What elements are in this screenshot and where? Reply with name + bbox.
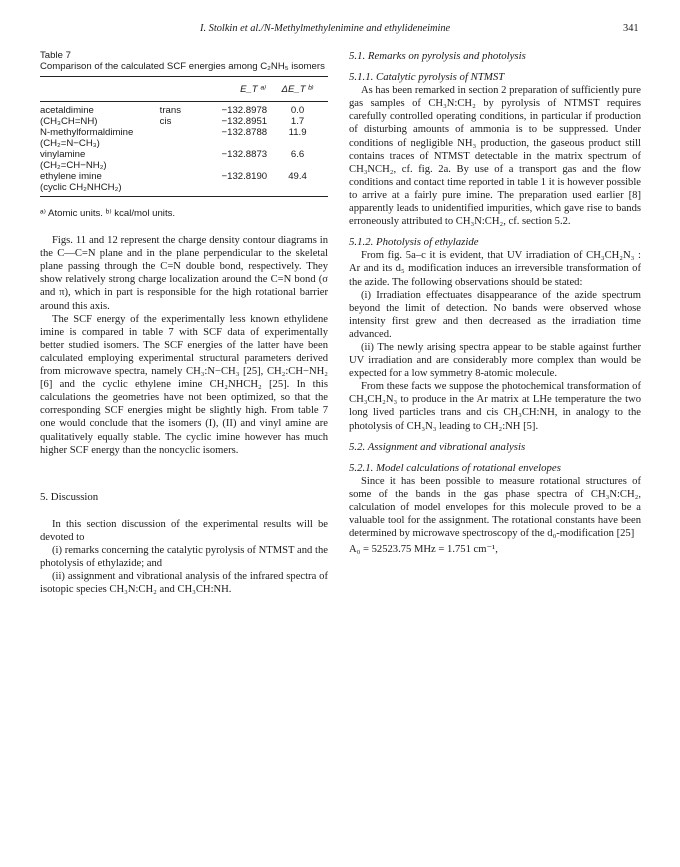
delta-energy-value: 1.7 <box>290 116 305 127</box>
table-header-row <box>40 77 328 102</box>
delta-energy-value <box>267 160 328 171</box>
table-row <box>40 127 328 138</box>
paragraph-discussion-intro: In this section discussion of the experimental results will be devoted to <box>40 518 328 543</box>
section-heading-5-2-1: 5.2.1. Model calculations of rotational envelopes <box>349 461 561 474</box>
paragraph-model-calculations: Since it has been possible to measure rotational structures of some of the bands in the gas phase spectra of CH₃N:CH₂, calculation of model envelopes for this molecule proved to be a valuable tool for the assignment. The rotational constants have been determined by microwave spectroscopy of the d₀-modification [25] <box>349 475 641 540</box>
paragraph-scf-energy: The SCF energy of the experimentally less known ethylidene imine is compared in table 7 with SCF data of experimentally better studied isomers. The SCF energies of the latter have been calculated employing experimental structural parameters derived from microwave spectra, namely CH₃:N−CH₃ [25], CH₂:CH−NH₂ [6] and the cyclic ethylene imine CH₂NHCH₂ [25]. In this calculations the geometries have not been optimized, so that the corresponding SCF energies might be slightly high. From table 7 one would conclude that the isomers (I), (II) and vinyl amine are qualitatively equally stable. The cyclic imine however has much higher SCF energy than the noncyclic isomers. <box>40 313 328 456</box>
table-footnote: ᵃ⁾ Atomic units. ᵇ⁾ kcal/mol units. <box>40 208 176 219</box>
paragraph-charge-density: Figs. 11 and 12 represent the charge density contour diagrams in the C—C=N plane and in the plane perpendicular to the skeletal plane passing through the C=N double bond, respectively. They show relatively strong charge localization around the C=N bond (σ and π), which in part is responsible for the high rotational barrier around this axis. <box>40 235 328 312</box>
left-column <box>40 50 328 596</box>
scf-energy-table <box>40 76 328 197</box>
section-heading-5-2: 5.2. Assignment and vibrational analysis <box>349 440 526 453</box>
header-blank-2 <box>160 77 194 102</box>
isomer-name: vinylamine <box>40 149 86 160</box>
energy-value: −132.8788 <box>221 127 268 138</box>
table-caption: Comparison of the calculated SCF energies among C₂NH₅ isomers <box>40 61 325 72</box>
energy-value: −132.8190 <box>221 171 268 182</box>
delta-energy-value: 11.9 <box>288 127 307 138</box>
delta-energy-value: 6.6 <box>290 149 305 160</box>
equation-rotational-constant: A₀ = 52523.75 MHz = 1.751 cm⁻¹, <box>349 544 498 556</box>
section-heading-discussion: 5. Discussion <box>40 490 99 503</box>
isomer-name: ethylene imine <box>40 171 102 182</box>
isomer-config: cis <box>159 116 172 127</box>
energy-value: −132.8951 <box>221 116 268 127</box>
table-row <box>40 182 328 197</box>
paragraph-discussion-item-i: (i) remarks concerning the catalytic pyrolysis of NTMST and the photolysis of ethylazide; and <box>40 544 328 570</box>
table-row <box>40 160 328 171</box>
isomer-name: acetaldimine <box>40 105 94 116</box>
paragraph-photolysis-conclusion: From these facts we suppose the photochemical transformation of CH₃CH₂N₃ to produce in the Ar matrix at LHe temperature the two long lived particles trans and cis CH₃CH:NH, in analogy to the photolysis of CH₃N₃ leading to CH₂:NH [5]. <box>349 381 641 432</box>
delta-energy-value: 0.0 <box>290 105 305 116</box>
table-row <box>40 149 328 160</box>
isomer-name: (CH₂=N−CH₃) <box>40 138 100 149</box>
right-column <box>349 50 641 556</box>
isomer-name: (cyclic CH₂NHCH₂) <box>40 182 122 193</box>
energy-value <box>194 138 267 149</box>
running-header <box>0 22 680 36</box>
isomer-name: N-methylformaldimine <box>40 127 134 138</box>
energy-value <box>194 182 267 197</box>
table-row <box>40 138 328 149</box>
header-energy: E_T ᵃ⁾ <box>240 83 267 95</box>
header-blank <box>40 77 160 102</box>
page-number: 341 <box>623 23 639 34</box>
paragraph-photolysis-item-ii: (ii) The newly arising spectra appear to be stable against further UV irradiation and are considerably more complex than would be expected for a low symmetry 8-atomic molecule. <box>349 341 641 380</box>
running-head: I. Stolkin et al./N-Methylmethylenimine and ethylideneimine <box>200 23 451 34</box>
table-row <box>40 171 328 182</box>
paragraph-catalytic-pyrolysis: As has been remarked in section 2 preparation of sufficiently pure gas samples of CH₃N:CH₂ by pyrolysis of NTMST requires carefully controlled operating conditions, in particular if production of disturbing amounts of ammonia is to be suppressed. Under conditions of negligible NH₃ production, the gaseous product still contains traces of NTMST detectable in the matrix spectrum of CH₃NCH₂, cf. fig. 2a. By use of a transport gas and the flow conditions and contact time reported in table 1 it is however possible to arrive at a fairly pure imine. The preparation used earlier [8] apparently leads to unidentified impurities, which gave rise to bands erroneously attributed to CH₃N:CH₂, cf. section 5.2. <box>349 85 641 228</box>
section-heading-5-1-1: 5.1.1. Catalytic pyrolysis of NTMST <box>349 71 505 84</box>
paragraph-photolysis-item-i: (i) Irradiation effectuates disappearance of the azide spectrum beyond the limit of detection. No bands were observed whose intensity first grew and then decreased as the irradiation time advanced. <box>349 289 641 340</box>
isomer-name: (CH₂=CH−NH₂) <box>40 160 107 171</box>
energy-value: −132.8873 <box>221 149 268 160</box>
table-row <box>40 102 328 117</box>
paragraph-photolysis-intro: From fig. 5a–c it is evident, that UV irradiation of CH₃CH₂N₃ : Ar and its d₅ modification induces an irreversible transformation of the azide. The following observations should be stated: <box>349 250 641 288</box>
section-heading-5-1-2: 5.1.2. Photolysis of ethylazide <box>349 236 479 249</box>
table-row <box>40 116 328 127</box>
delta-energy-value: 49.4 <box>288 171 307 182</box>
energy-value <box>194 160 267 171</box>
energy-value: −132.8978 <box>221 105 268 116</box>
paragraph-discussion-item-ii: (ii) assignment and vibrational analysis of the infrared spectra of isotopic species CH₃N:CH₂ and CH₃CH:NH. <box>40 571 328 596</box>
delta-energy-value <box>267 138 328 149</box>
isomer-name: (CH₃CH=NH) <box>40 116 98 127</box>
header-delta-energy: ΔE_T ᵇ⁾ <box>281 83 314 95</box>
isomer-config: trans <box>159 105 181 116</box>
delta-energy-value <box>267 182 328 197</box>
table-label: Table 7 <box>40 50 71 61</box>
section-heading-5-1: 5.1. Remarks on pyrolysis and photolysis <box>349 50 526 62</box>
